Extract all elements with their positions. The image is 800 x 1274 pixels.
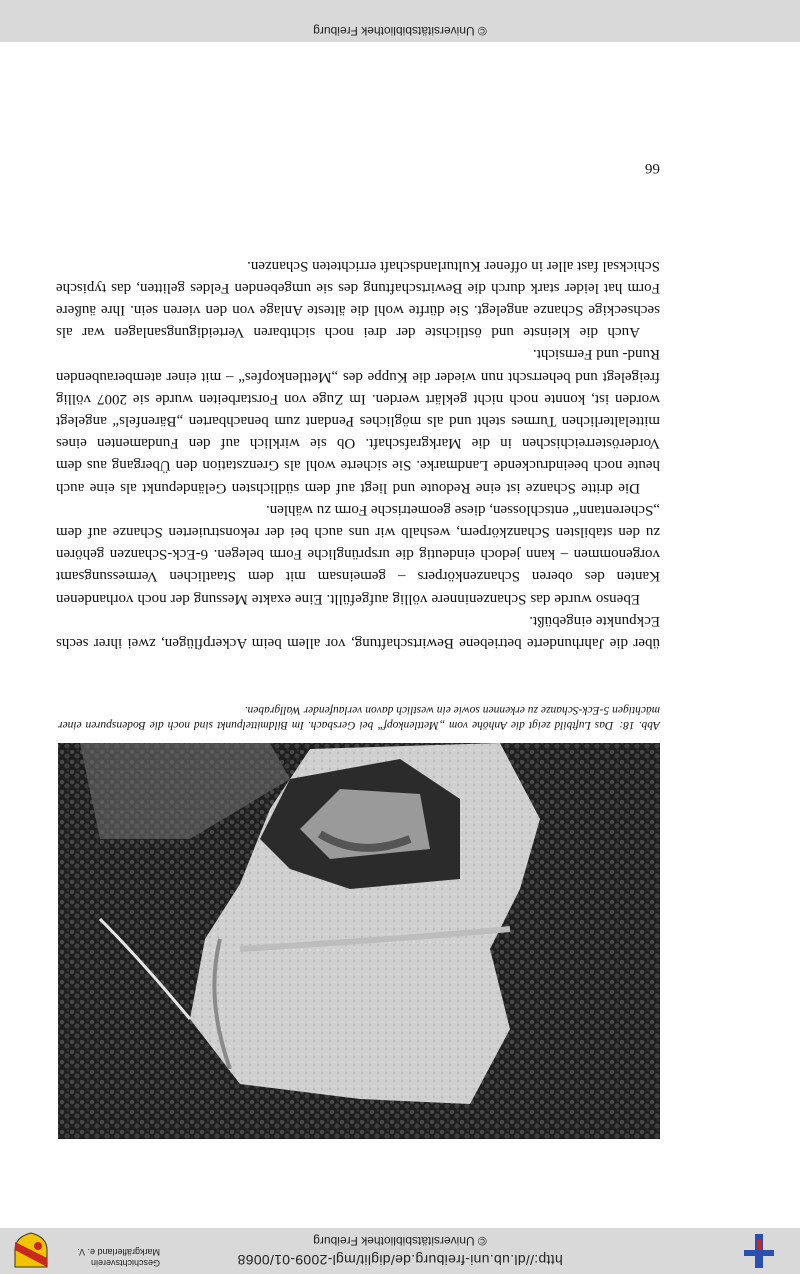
header-band bbox=[0, 1228, 800, 1274]
society-name: Geschichtsverein Markgräflerland e. V. bbox=[77, 1247, 160, 1268]
figure-label: Abb. 18: bbox=[619, 719, 660, 731]
source-url[interactable]: http://dl.ub.uni-freiburg.de/diglit/mgl-2009-01/0068 bbox=[237, 1252, 563, 1268]
paragraph: Die dritte Schanze ist eine Redoute und liegt auf dem südlichsten Geländepunkt als eine auch heute noch beeindruckende Landmarke. Sie sicherte wohl als Grenzstation den Übergang aus dem Vorderösterreichischen in die Markgrafschaft. Ob sie wirklich auf den Fundamenten eines mittelalterlichen Turmes steht und als mögliches Pendant zum benachbarten „Bärenfels“ angelegt worden ist, konnte noch nicht geklärt werden. Im Zuge von Forstarbeiten wurde sie 2007 völlig freigelegt und beherrscht nun wieder die Kuppe des „Mettlenkopfes“ – mit einer atemberaubenden Rund- und Fernsicht. bbox=[56, 346, 660, 496]
figure-caption bbox=[58, 702, 660, 732]
body-text bbox=[56, 254, 660, 654]
paragraph: über die Jahrhunderte betriebene Bewirtschaftung, vor allem beim Ackerpflügen, zwei ihrer sechs Eckpunkte eingebüßt. bbox=[56, 612, 660, 651]
aerial-photo bbox=[58, 743, 660, 1139]
page-number: 66 bbox=[645, 160, 660, 176]
society-crest-icon bbox=[12, 1232, 50, 1270]
footer-band bbox=[0, 0, 800, 42]
figure-caption-text: Das Luftbild zeigt die Anhöhe vom „Mettlenkopf“ bei Gersbach. Im Bildmittelpunkt sind noch die Bodenspuren einer mächtigen 5-Eck-Schanze zu erkennen sowie ein westlich davon verlaufender Wallgraben. bbox=[57, 704, 660, 731]
paragraph: Ebenso wurde das Schanzeninnere völlig aufgefüllt. Eine exakte Messung der noch vorhandenen Kanten des oberen Schanzenkörpers – gemeinsam mit dem Staatlichen Vermessungsamt vorgenommen – kann jedoch eindeutig die ursprüngliche Form belegen. 6-Eck-Schanzen gehören zu den stabilsten Schanzkörpern, weshalb wir uns auch bei der rekonstruierten Schanze auf dem „Scherentann“ entschlossen, diese geometrische Form zu wählen. bbox=[56, 501, 660, 607]
blue-crest-icon bbox=[740, 1232, 778, 1270]
footer-copyright: © Universitätsbibliothek Freiburg bbox=[313, 24, 487, 38]
paragraph: Auch die kleinste und östlichste der drei noch sichtbaren Verteidigungsanlagen war als sechseckige Schanze angelegt. Sie dürfte wohl die älteste Anlage von den vieren sein. Ihre äußere Form hat leider stark durch die Bewirtschaftung des sie umgebenden Feldes gelitten, das typische Schicksal fast aller in offener Kulturlandschaft errichteten Schanzen. bbox=[56, 257, 660, 341]
copyright-notice: © Universitätsbibliothek Freiburg bbox=[313, 1234, 487, 1248]
